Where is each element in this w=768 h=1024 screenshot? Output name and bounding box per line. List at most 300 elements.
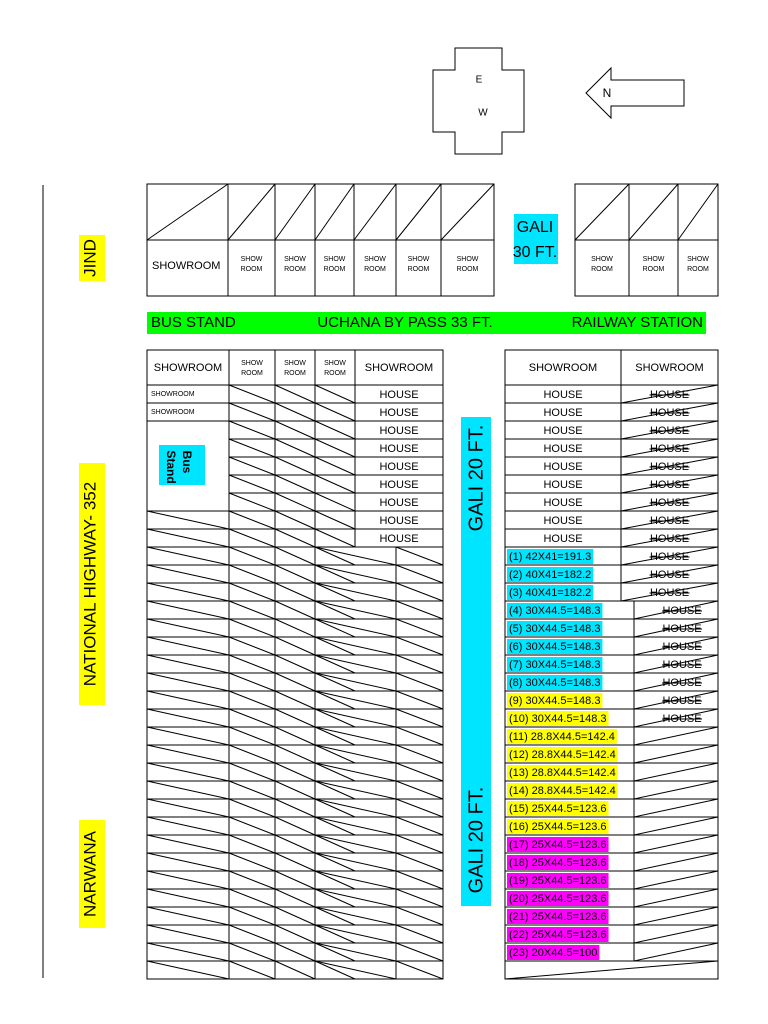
left-hatch: [147, 673, 229, 691]
left-hatch: [315, 691, 396, 709]
left-hatch: [275, 601, 315, 619]
top-left-hatch: [228, 184, 275, 240]
left-hatch: [229, 583, 275, 601]
left-hatch: [229, 961, 275, 979]
left-header-showroom-label: SHOWROOM: [153, 361, 223, 374]
left-hatch: [315, 421, 355, 439]
left-hatch: [396, 601, 443, 619]
left-hatch: [147, 943, 229, 961]
gali-20ft-upper-label: GALI 20 FT.: [465, 424, 488, 532]
top-right-room-label: ROOM: [687, 265, 709, 273]
left-hatch: [315, 511, 355, 529]
right-house-label: HOUSE: [543, 442, 583, 455]
left-hatch: [229, 727, 275, 745]
left-hatch: [147, 889, 229, 907]
left-hatch: [315, 601, 396, 619]
left-hatch: [275, 637, 315, 655]
right-hatch: [634, 871, 718, 889]
left-hatch: [229, 601, 275, 619]
left-hatch: [229, 799, 275, 817]
left-hatch: [229, 763, 275, 781]
right-house-struck-label: HOUSE: [662, 604, 702, 617]
left-hatch: [147, 547, 229, 565]
left-hatch: [275, 709, 315, 727]
left-hatch: [315, 547, 396, 565]
left-hatch: [229, 889, 275, 907]
right-house-label: HOUSE: [543, 514, 583, 527]
top-left-hatch: [275, 184, 315, 240]
plot-label: (1) 42X41=191.3: [509, 550, 592, 563]
left-hatch: [396, 547, 443, 565]
plot-label: (9) 30X44.5=148.3: [509, 694, 601, 707]
top-room-label: ROOM: [364, 265, 386, 273]
left-hatch: [396, 799, 443, 817]
top-left-hatch: [354, 184, 396, 240]
left-hatch: [147, 853, 229, 871]
top-room-label: ROOM: [456, 265, 479, 273]
right-house-struck-label: HOUSE: [649, 460, 690, 473]
plot-label: (22) 25X44.5=123.6: [509, 928, 607, 941]
left-hatch: [147, 763, 229, 781]
left-hatch: [275, 745, 315, 763]
north-arrow-icon: [586, 68, 684, 118]
left-header-room-label: ROOM: [324, 369, 346, 377]
left-hatch: [229, 403, 275, 421]
left-hatch: [229, 511, 275, 529]
left-hatch: [315, 889, 355, 907]
north-label: N: [602, 86, 612, 101]
right-house-label: HOUSE: [543, 460, 583, 473]
left-hatch: [315, 565, 355, 583]
left-hatch: [396, 835, 443, 853]
left-hatch: [147, 709, 229, 727]
left-hatch: [315, 475, 355, 493]
right-house-struck-label: HOUSE: [649, 478, 690, 491]
left-hatch: [229, 943, 275, 961]
left-hatch: [315, 799, 355, 817]
left-hatch: [315, 835, 396, 853]
left-hatch: [396, 871, 443, 889]
left-hatch: [315, 709, 355, 727]
left-hatch: [275, 547, 315, 565]
left-hatch: [315, 637, 355, 655]
left-hatch: [315, 691, 355, 709]
right-house-label: HOUSE: [543, 424, 583, 437]
left-hatch: [396, 745, 443, 763]
left-hatch: [229, 385, 275, 403]
left-hatch: [315, 601, 355, 619]
right-block: [505, 350, 718, 979]
top-left-hatch: [147, 184, 228, 240]
left-house-label: HOUSE: [379, 388, 419, 401]
left-hatch: [315, 727, 355, 745]
right-house-label: HOUSE: [543, 478, 583, 491]
left-hatch: [275, 493, 315, 511]
plot-label: (19) 25X44.5=123.6: [509, 874, 607, 887]
left-hatch: [275, 817, 315, 835]
left-hatch: [229, 709, 275, 727]
left-hatch: [315, 961, 355, 979]
right-header-showroom-label: SHOWROOM: [635, 361, 704, 374]
left-hatch: [147, 583, 229, 601]
left-hatch: [396, 583, 443, 601]
highway-top-label: JIND: [80, 239, 100, 277]
right-hatch: [634, 907, 718, 925]
plot-label: (14) 28.8X44.5=142.4: [509, 784, 616, 797]
left-hatch: [147, 691, 229, 709]
left-hatch: [147, 961, 229, 979]
top-show-label: SHOW: [364, 255, 386, 263]
compass-east-label: E: [475, 74, 483, 86]
plot-label: (5) 30X44.5=148.3: [509, 622, 601, 635]
left-house-label: HOUSE: [379, 424, 419, 437]
gali-30ft-line1: GALI: [516, 219, 554, 237]
plot-label: (2) 40X41=182.2: [509, 568, 592, 581]
left-hatch: [315, 907, 355, 925]
left-hatch: [229, 925, 275, 943]
right-hatch: [634, 727, 718, 745]
left-hatch: [315, 763, 355, 781]
left-hatch: [147, 925, 229, 943]
left-hatch: [315, 619, 396, 637]
left-hatch: [315, 799, 396, 817]
left-header-showroom-label: SHOWROOM: [364, 361, 434, 374]
right-house-struck-label: HOUSE: [662, 694, 702, 707]
right-house-struck-label: HOUSE: [649, 496, 690, 509]
left-hatch: [229, 835, 275, 853]
left-house-label: HOUSE: [379, 532, 419, 545]
left-hatch: [275, 583, 315, 601]
left-hatch: [275, 529, 315, 547]
bus-stand-line1: Bus: [179, 450, 194, 474]
left-hatch: [315, 925, 355, 943]
top-show-label: SHOW: [323, 255, 346, 263]
left-hatch: [229, 673, 275, 691]
right-hatch: [634, 889, 718, 907]
right-hatch: [505, 961, 718, 979]
left-hatch: [396, 691, 443, 709]
left-hatch: [275, 385, 315, 403]
right-house-label: HOUSE: [543, 406, 583, 419]
top-show-label: SHOW: [240, 255, 263, 263]
right-house-struck-label: HOUSE: [649, 406, 690, 419]
top-right-room-label: ROOM: [591, 265, 613, 273]
left-hatch: [315, 781, 355, 799]
left-hatch: [147, 655, 229, 673]
plot-label: (6) 30X44.5=148.3: [509, 640, 601, 653]
left-hatch: [396, 781, 443, 799]
left-hatch: [315, 781, 396, 799]
left-hatch: [275, 727, 315, 745]
left-hatch: [315, 493, 355, 511]
left-hatch: [315, 655, 396, 673]
left-hatch: [275, 457, 315, 475]
left-hatch: [229, 547, 275, 565]
left-hatch: [275, 673, 315, 691]
plot-label: (23) 20X44.5=100: [509, 946, 598, 959]
road-center-label: UCHANA BY PASS 33 FT.: [317, 313, 493, 331]
left-hatch: [315, 385, 355, 403]
left-hatch: [396, 727, 443, 745]
highway-strip: [43, 185, 105, 978]
right-hatch: [634, 745, 718, 763]
right-house-struck-label: HOUSE: [662, 640, 702, 653]
left-hatch: [315, 853, 396, 871]
left-hatch: [315, 583, 396, 601]
gali-20ft-strip: [461, 417, 491, 906]
left-hatch: [275, 853, 315, 871]
left-hatch: [315, 673, 355, 691]
compass-west-label: W: [478, 107, 488, 119]
left-hatch: [147, 799, 229, 817]
left-hatch: [229, 529, 275, 547]
left-hatch: [275, 925, 315, 943]
left-hatch: [315, 637, 396, 655]
left-hatch: [275, 835, 315, 853]
road-bus-stand-label: BUS STAND: [151, 313, 236, 331]
left-hatch: [315, 403, 355, 421]
left-small-showroom-label: SHOWROOM: [151, 390, 195, 398]
plot-label: (17) 25X44.5=123.6: [509, 838, 607, 851]
top-show-label: SHOW: [456, 255, 479, 263]
bypass-road: [147, 312, 706, 334]
left-hatch: [315, 583, 355, 601]
right-hatch: [634, 781, 718, 799]
right-hatch: [634, 817, 718, 835]
left-hatch: [275, 403, 315, 421]
left-hatch: [275, 781, 315, 799]
right-house-struck-label: HOUSE: [662, 658, 702, 671]
plot-label: (12) 28.8X44.5=142.4: [509, 748, 616, 761]
left-hatch: [396, 925, 443, 943]
top-room-label: ROOM: [240, 265, 263, 273]
left-hatch: [396, 961, 443, 979]
left-house-label: HOUSE: [379, 496, 419, 509]
left-hatch: [315, 907, 396, 925]
plot-label: (11) 28.8X44.5=142.4: [509, 730, 615, 743]
right-house-struck-label: HOUSE: [649, 568, 690, 581]
right-house-label: HOUSE: [543, 496, 583, 509]
left-hatch: [147, 601, 229, 619]
left-hatch: [229, 565, 275, 583]
top-right-show-label: SHOW: [687, 255, 709, 263]
left-hatch: [275, 907, 315, 925]
right-hatch: [634, 799, 718, 817]
left-hatch: [275, 655, 315, 673]
left-hatch: [315, 961, 396, 979]
right-house-label: HOUSE: [543, 532, 583, 545]
left-hatch: [147, 727, 229, 745]
left-hatch: [315, 727, 396, 745]
bus-stand-line2: Stand: [163, 450, 178, 484]
top-room-label: ROOM: [323, 265, 346, 273]
plot-label: (13) 28.8X44.5=142.4: [509, 766, 616, 779]
top-right-hatch: [629, 184, 678, 240]
left-hatch: [275, 421, 315, 439]
left-hatch: [229, 691, 275, 709]
plot-label: (15) 25X44.5=123.6: [509, 802, 607, 815]
left-hatch: [275, 619, 315, 637]
plot-label: (3) 40X41=182.2: [509, 586, 592, 599]
left-hatch: [315, 889, 396, 907]
left-hatch: [229, 619, 275, 637]
left-hatch: [229, 475, 275, 493]
left-header-show-label: SHOW: [284, 359, 306, 367]
plot-label: (16) 25X44.5=123.6: [509, 820, 607, 833]
top-room-label: ROOM: [284, 265, 306, 273]
right-house-struck-label: HOUSE: [649, 586, 690, 599]
road-railway-label: RAILWAY STATION: [571, 313, 703, 331]
left-hatch: [229, 637, 275, 655]
left-hatch: [229, 457, 275, 475]
right-house-struck-label: HOUSE: [649, 550, 690, 563]
left-hatch: [275, 943, 315, 961]
left-house-label: HOUSE: [379, 514, 419, 527]
left-hatch: [315, 673, 396, 691]
top-right-room-label: ROOM: [642, 265, 665, 273]
left-hatch: [396, 763, 443, 781]
left-hatch: [315, 547, 355, 565]
left-hatch: [396, 565, 443, 583]
highway-bottom-label: NARWANA: [80, 831, 100, 917]
left-hatch: [315, 745, 355, 763]
left-hatch: [275, 439, 315, 457]
left-hatch: [229, 421, 275, 439]
left-hatch: [315, 871, 355, 889]
top-room-label: ROOM: [407, 265, 430, 273]
right-house-struck-label: HOUSE: [649, 424, 690, 437]
left-hatch: [275, 799, 315, 817]
right-house-struck-label: HOUSE: [649, 514, 690, 527]
left-hatch: [315, 709, 396, 727]
compass: [433, 48, 684, 154]
left-hatch: [147, 511, 229, 529]
left-hatch: [147, 637, 229, 655]
left-header-show-label: SHOW: [324, 359, 346, 367]
left-hatch: [396, 889, 443, 907]
left-hatch: [275, 691, 315, 709]
left-hatch: [315, 619, 355, 637]
left-hatch: [396, 853, 443, 871]
left-hatch: [147, 529, 229, 547]
left-hatch: [147, 817, 229, 835]
left-hatch: [396, 655, 443, 673]
plot-label: (20) 25X44.5=123.6: [509, 892, 607, 905]
plot-label: (10) 30X44.5=148.3: [509, 712, 607, 725]
right-house-label: HOUSE: [543, 388, 583, 401]
left-hatch: [396, 673, 443, 691]
left-house-label: HOUSE: [379, 460, 419, 473]
left-hatch: [315, 745, 396, 763]
left-hatch: [315, 655, 355, 673]
left-hatch: [396, 817, 443, 835]
plot-label: (4) 30X44.5=148.3: [509, 604, 601, 617]
left-hatch: [275, 889, 315, 907]
top-right-show-label: SHOW: [591, 255, 613, 263]
left-block: [147, 350, 443, 979]
left-hatch: [229, 745, 275, 763]
left-hatch: [275, 511, 315, 529]
plot-label: (7) 30X44.5=148.3: [509, 658, 601, 671]
left-hatch: [275, 871, 315, 889]
top-show-label: SHOW: [284, 255, 306, 263]
top-left-hatch: [441, 184, 494, 240]
compass-cross: [433, 48, 524, 154]
top-left-hatch: [396, 184, 441, 240]
top-left-hatch: [315, 184, 354, 240]
top-show-label: SHOW: [407, 255, 430, 263]
left-header-room-label: ROOM: [241, 369, 263, 377]
left-hatch: [275, 961, 315, 979]
left-hatch: [315, 565, 396, 583]
left-hatch: [275, 565, 315, 583]
gali-20ft-lower-label: GALI 20 FT.: [465, 786, 488, 894]
right-hatch: [634, 943, 718, 961]
left-hatch: [229, 439, 275, 457]
left-hatch: [275, 763, 315, 781]
left-hatch: [315, 943, 396, 961]
highway-middle-label: NATIONAL HIGHWAY- 352: [80, 481, 100, 687]
left-hatch: [147, 871, 229, 889]
left-hatch: [315, 457, 355, 475]
left-house-label: HOUSE: [379, 478, 419, 491]
left-hatch: [229, 907, 275, 925]
left-hatch: [396, 907, 443, 925]
right-hatch: [634, 925, 718, 943]
right-hatch: [634, 835, 718, 853]
left-hatch: [147, 745, 229, 763]
left-hatch: [396, 619, 443, 637]
right-header-showroom-label: SHOWROOM: [528, 361, 598, 374]
right-house-struck-label: HOUSE: [649, 442, 690, 455]
left-hatch: [396, 709, 443, 727]
right-house-struck-label: HOUSE: [649, 532, 690, 545]
top-right-show-label: SHOW: [642, 255, 665, 263]
left-hatch: [315, 853, 355, 871]
left-hatch: [396, 637, 443, 655]
top-right-hatch: [575, 184, 629, 240]
right-hatch: [634, 853, 718, 871]
left-hatch: [229, 655, 275, 673]
left-hatch: [229, 817, 275, 835]
left-hatch: [315, 943, 355, 961]
left-hatch: [315, 925, 396, 943]
left-hatch: [229, 871, 275, 889]
left-header-show-label: SHOW: [241, 359, 263, 367]
left-header-room-label: ROOM: [284, 369, 306, 377]
left-hatch: [147, 619, 229, 637]
right-house-struck-label: HOUSE: [662, 622, 702, 635]
left-hatch: [315, 871, 396, 889]
left-small-showroom-label: SHOWROOM: [151, 408, 195, 416]
left-hatch: [315, 763, 396, 781]
left-hatch: [147, 565, 229, 583]
top-block: [147, 184, 718, 296]
left-hatch: [396, 943, 443, 961]
left-hatch: [315, 817, 396, 835]
plot-label: (18) 25X44.5=123.6: [509, 856, 607, 869]
gali-30ft-line2: 30 FT.: [512, 244, 558, 262]
right-hatch: [634, 763, 718, 781]
left-hatch: [229, 493, 275, 511]
top-right-hatch: [678, 184, 718, 240]
left-hatch: [229, 853, 275, 871]
left-house-label: HOUSE: [379, 442, 419, 455]
right-house-struck-label: HOUSE: [649, 388, 690, 401]
right-house-struck-label: HOUSE: [662, 676, 702, 689]
left-hatch: [315, 835, 355, 853]
top-showroom-label: SHOWROOM: [152, 259, 221, 272]
